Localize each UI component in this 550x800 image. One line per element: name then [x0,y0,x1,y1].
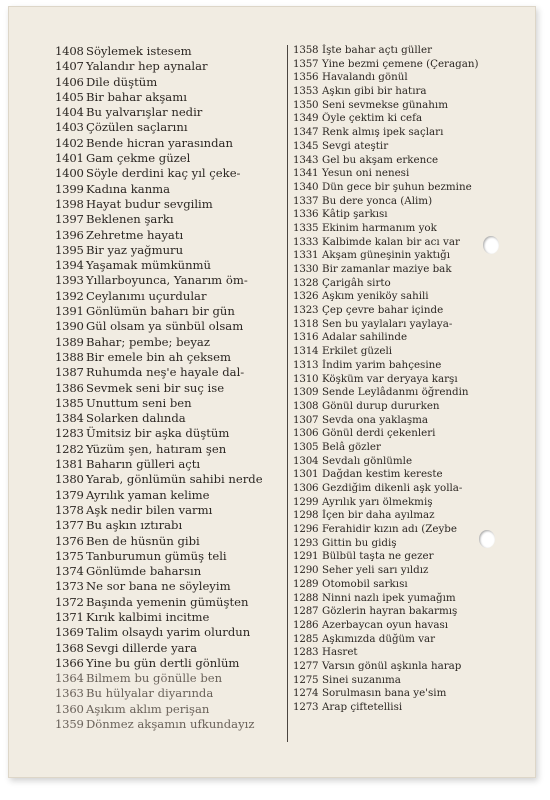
song-entry [55,671,277,686]
song-title: Yüzüm şen, hatıram şen [86,441,227,456]
song-number: 1369 [55,625,84,640]
song-number: 1305 [293,440,319,453]
song-title: Gönül durup dururken [322,399,440,412]
song-number: 1407 [55,59,84,74]
column-divider [287,45,288,742]
song-title: Bu hülyalar diyarında [86,686,214,701]
song-number: 1402 [55,135,84,150]
song-number: 1299 [293,495,319,508]
song-title: Baharın gülleri açtı [86,457,201,472]
song-title: Sevgi dillerde yara [86,640,198,655]
song-title: Gam çekme güzel [86,151,191,166]
song-entry [293,373,508,387]
song-entry [293,208,508,222]
song-number: 1345 [293,139,319,152]
song-entry [293,263,508,277]
song-entry [293,496,508,510]
song-title: Ferahidir kızın adı (Zeybe [322,523,457,536]
song-entry [293,167,508,181]
song-title: Bu yalvarışlar nedir [86,105,203,120]
song-title: Gözlerin hayran bakarmış [322,605,458,618]
song-number: 1304 [293,454,319,467]
song-title: Bülbül taşta ne gezer [322,550,434,563]
song-number: 1359 [55,717,84,732]
song-title: Gönlümün baharı bir gün [86,304,235,319]
song-entry [293,290,508,304]
song-entry [293,578,508,592]
song-entry [293,482,508,496]
song-title: Unuttum seni ben [86,395,192,410]
song-title: Ayrılık yaman kelime [86,487,210,502]
song-entry [55,549,277,564]
song-title: Aşkım yeniköy sahili [322,290,429,303]
song-entry [55,518,277,533]
song-title: Gezdiğim dikenli aşk yolla- [322,482,463,494]
song-title: Otomobil sarkısı [322,577,408,590]
song-entry [55,442,277,457]
song-number: 1331 [293,249,319,262]
song-entry [293,277,508,291]
song-title: Kırık kalbimi incitme [86,609,210,624]
song-title: Dönmez akşamın ufkundayız [86,717,255,732]
song-title: Sende Leylâdanmı öğrendin [322,386,469,399]
song-title: Öyle çektim ki cefa [322,112,423,125]
song-title: Ne sor bana ne söyleyim [86,579,231,594]
song-number: 1384 [55,411,84,426]
song-entry [293,633,508,647]
song-title: Sen bu yaylaları yaylaya- [322,317,453,330]
song-number: 1343 [293,153,319,166]
song-entry [293,126,508,140]
song-title: Ayrılık yarı ölmekmiş [322,495,433,508]
song-number: 1397 [55,212,84,227]
song-title: İndim yarim bahçesine [322,358,442,371]
song-entry [293,112,508,126]
song-entry [293,441,508,455]
song-title: Arap çiftetellisi [322,701,403,713]
song-number: 1301 [293,468,319,481]
song-entry [293,386,508,400]
song-entry [293,345,508,359]
song-entry [293,331,508,345]
song-title: Bir emele bin ah çeksem [86,349,231,364]
song-title: Bilmem bu gönülle ben [86,671,223,686]
song-entry [55,120,277,135]
song-entry [293,414,508,428]
song-number: 1335 [293,221,319,234]
song-entry [55,641,277,656]
song-title: Gül olsam ya sünbül olsam [86,319,244,334]
song-title: Renk almış ipek saçları [322,126,444,139]
song-entry [293,99,508,113]
song-title: Sevdalı gönlümle [322,454,413,467]
song-number: 1356 [293,71,319,84]
song-number: 1379 [55,487,84,502]
song-number: 1313 [293,358,319,371]
song-title: Ruhumda neş'e hayale dal- [86,365,245,380]
song-entry [293,400,508,414]
song-number: 1282 [55,441,84,456]
song-number: 1347 [293,126,319,139]
song-title: Sinei suzanıma [322,673,401,686]
song-title: Tanburumun gümüş teli [86,548,227,563]
song-title: Yine bezmi çemene (Çeragan) [322,57,479,70]
song-entry [55,686,277,701]
song-title: Aşkımızda düğüm var [322,632,436,645]
song-number: 1396 [55,227,84,242]
punch-hole-top [483,236,499,254]
song-title: Sorulmasın bana ye'sim [322,687,447,700]
song-entry [293,44,508,58]
song-entry [293,154,508,168]
song-entry [55,396,277,411]
song-number: 1378 [55,502,84,517]
song-title: Başında yemenin gümüşten [86,594,249,609]
song-title: Dün gece bir şuhun bezmine [322,180,472,193]
song-entry [55,381,277,396]
song-number: 1349 [293,112,319,125]
song-number: 1393 [55,273,84,288]
song-number: 1376 [55,533,84,548]
song-number: 1283 [293,646,319,659]
song-entry [293,509,508,523]
song-title: Hayat budur sevgilim [86,196,213,211]
punch-hole-bottom [479,530,495,548]
song-title: Söyle derdini kaç yıl çeke- [86,166,241,181]
song-number: 1291 [293,550,319,563]
song-entry [293,181,508,195]
song-number: 1404 [55,105,84,120]
song-number: 1350 [293,98,319,111]
song-entry [55,304,277,319]
song-number: 1387 [55,365,84,380]
song-entry [55,105,277,120]
song-entry [293,592,508,606]
song-number: 1306 [293,427,319,440]
song-number: 1403 [55,120,84,135]
song-entry [293,249,508,263]
song-number: 1375 [55,548,84,563]
song-number: 1360 [55,701,84,716]
song-number: 1358 [293,44,319,56]
song-entry [293,523,508,537]
song-title: Bir zamanlar maziye bak [322,263,452,275]
song-title: Seher yeli sarı yıldız [322,564,429,577]
song-number: 1314 [293,345,319,358]
song-entry [293,427,508,441]
song-entry [55,625,277,640]
right-song-column [293,44,508,715]
song-title: Bu aşkın ıztırabı [86,518,183,533]
song-title: Dile düştüm [86,74,158,89]
song-entry [55,228,277,243]
song-number: 1308 [293,399,319,412]
song-entry [55,273,277,288]
song-index-page [8,6,536,778]
song-number: 1287 [293,605,319,618]
song-title: Yaşamak mümkünmü [86,258,212,273]
song-entry [55,702,277,717]
song-entry [55,503,277,518]
song-number: 1401 [55,151,84,166]
song-number: 1390 [55,319,84,334]
song-entry [55,579,277,594]
song-title: Dağdan kestim kereste [322,468,443,481]
song-entry [293,222,508,236]
song-entry [55,472,277,487]
song-title: Erkilet güzeli [322,345,393,358]
song-entry [293,468,508,482]
song-entry [55,166,277,181]
song-entry [293,236,508,250]
song-entry [55,488,277,503]
song-title: Bir bahar akşamı [86,89,187,104]
song-title: Bir yaz yağmuru [86,242,184,257]
song-title: Kalbimde kalan bir acı var [322,235,460,248]
song-title: Aşk nedir bilen varmı [86,502,213,517]
song-title: Sevgi ateştir [322,139,389,152]
song-entry [55,457,277,472]
song-number: 1400 [55,166,84,181]
song-number: 1326 [293,290,319,303]
song-entry [293,537,508,551]
song-title: Bahar; pembe; beyaz [86,334,210,349]
song-title: Çep çevre bahar içinde [322,304,444,317]
song-number: 1337 [293,194,319,207]
song-entry [293,687,508,701]
song-title: Yalandır hep aynalar [86,59,208,74]
song-entry [293,318,508,332]
song-number: 1357 [293,57,319,70]
song-entry [293,660,508,674]
song-title: Seni sevmekse günahım [322,98,448,111]
song-title: Beklenen şarkı [86,212,174,227]
song-number: 1395 [55,242,84,257]
song-title: Ceylanımı uçurdular [86,288,207,303]
song-title: Yıllarboyunca, Yanarım öm- [86,273,248,288]
song-entry [55,90,277,105]
song-number: 1392 [55,288,84,303]
song-title: Çarigâh sirto [322,276,391,289]
song-entry [293,195,508,209]
song-number: 1306 [293,482,319,494]
song-number: 1399 [55,181,84,196]
song-number: 1386 [55,380,84,395]
song-number: 1293 [293,536,319,549]
song-title: Bende hicran yarasından [86,135,233,150]
song-number: 1298 [293,509,319,522]
song-entry [55,319,277,334]
song-number: 1394 [55,258,84,273]
song-number: 1363 [55,686,84,701]
song-title: Aşıkım aklım perişan [86,701,210,716]
song-entry [293,619,508,633]
song-entry [55,717,277,732]
song-number: 1381 [55,457,84,472]
song-number: 1296 [293,523,319,536]
song-entry [55,197,277,212]
song-entry [55,289,277,304]
song-title: Yarab, gönlümün sahibi nerde [86,472,263,487]
song-title: Sevda ona yaklaşma [322,413,429,426]
song-entry [55,44,277,59]
song-title: Ümitsiz bir aşka düştüm [86,426,230,441]
song-number: 1277 [293,659,319,672]
song-title: Zehretme hayatı [86,227,184,242]
song-number: 1373 [55,579,84,594]
song-entry [293,58,508,72]
song-number: 1274 [293,687,319,700]
song-entry [55,335,277,350]
song-title: Azerbaycan oyun havası [322,618,449,631]
song-number: 1398 [55,196,84,211]
song-title: Ekinim harmanım yok [322,221,437,234]
song-number: 1316 [293,331,319,344]
song-number: 1333 [293,235,319,248]
song-number: 1336 [293,208,319,221]
song-number: 1318 [293,317,319,330]
song-title: Söylemek istesem [86,44,192,58]
left-song-column [55,44,277,732]
song-number: 1406 [55,74,84,89]
song-number: 1285 [293,632,319,645]
song-entry [293,71,508,85]
song-title: Akşam güneşinin yaktığı [322,249,451,262]
song-number: 1385 [55,395,84,410]
song-number: 1275 [293,673,319,686]
song-number: 1330 [293,263,319,275]
song-title: Sevmek seni bir suç ise [86,380,225,395]
song-title: Varsın gönül aşkınla harap [322,659,462,672]
song-number: 1289 [293,577,319,590]
song-number: 1353 [293,85,319,98]
song-entry [293,85,508,99]
song-entry [55,411,277,426]
song-number: 1366 [55,655,84,670]
song-number: 1340 [293,180,319,193]
song-title: Havalandı gönül [322,71,408,84]
song-title: Solarken dalında [86,411,186,426]
song-entry [55,136,277,151]
song-number: 1323 [293,304,319,317]
song-number: 1389 [55,334,84,349]
song-title: Gittin bu gidiş [322,536,397,549]
song-number: 1309 [293,386,319,399]
song-number: 1408 [55,44,84,58]
song-title: Gel bu akşam erkence [322,153,439,166]
song-title: Ben de hüsnün gibi [86,533,200,548]
song-number: 1388 [55,349,84,364]
song-entry [55,534,277,549]
song-title: Yesun oni nenesi [322,167,410,180]
song-title: Adalar sahilinde [322,331,408,344]
song-number: 1377 [55,518,84,533]
song-title: Yine bu gün dertli gönlüm [86,655,240,670]
song-entry [293,304,508,318]
song-entry [293,550,508,564]
song-number: 1374 [55,564,84,579]
song-title: Çözülen saçlarını [86,120,188,135]
song-number: 1391 [55,304,84,319]
song-entry [55,656,277,671]
song-title: Köşküm var deryaya karşı [322,372,458,385]
song-number: 1405 [55,89,84,104]
song-title: İçen bir daha ayılmaz [322,509,435,522]
song-entry [293,564,508,578]
song-entry [293,605,508,619]
song-title: Hasret [322,646,358,659]
song-entry [293,455,508,469]
song-number: 1310 [293,372,319,385]
song-number: 1368 [55,640,84,655]
song-number: 1283 [55,426,84,441]
song-entry [55,59,277,74]
song-entry [55,365,277,380]
song-entry [55,610,277,625]
song-entry [55,75,277,90]
song-title: Bu dere yonca (Alim) [322,194,433,207]
song-number: 1371 [55,609,84,624]
song-number: 1290 [293,564,319,577]
song-title: Belâ gözler [322,440,381,453]
song-title: Gönlümde baharsın [86,564,202,579]
song-title: Kadına kanma [86,181,171,196]
song-entry [293,646,508,660]
song-entry [55,212,277,227]
song-entry [293,701,508,715]
song-number: 1307 [293,413,319,426]
song-title: Gönül derdi çekenleri [322,427,436,440]
song-entry [55,182,277,197]
song-entry [55,243,277,258]
song-title: Aşkın gibi bir hatıra [322,85,427,98]
song-number: 1380 [55,472,84,487]
song-number: 1286 [293,618,319,631]
song-title: Kâtip şarkısı [322,208,388,221]
song-title: İşte bahar açtı güller [322,44,432,56]
song-number: 1328 [293,276,319,289]
song-number: 1288 [293,591,319,604]
song-entry [293,674,508,688]
song-entry [55,426,277,441]
song-title: Ninni nazlı ipek yumağım [322,591,456,604]
song-entry [293,359,508,373]
song-title: Talim olsaydı yarim olurdun [86,625,251,640]
song-entry [293,140,508,154]
song-number: 1372 [55,594,84,609]
song-entry [55,151,277,166]
song-number: 1273 [293,701,319,713]
song-number: 1341 [293,167,319,180]
song-entry [55,595,277,610]
song-number: 1364 [55,671,84,686]
song-entry [55,258,277,273]
song-entry [55,350,277,365]
song-entry [55,564,277,579]
